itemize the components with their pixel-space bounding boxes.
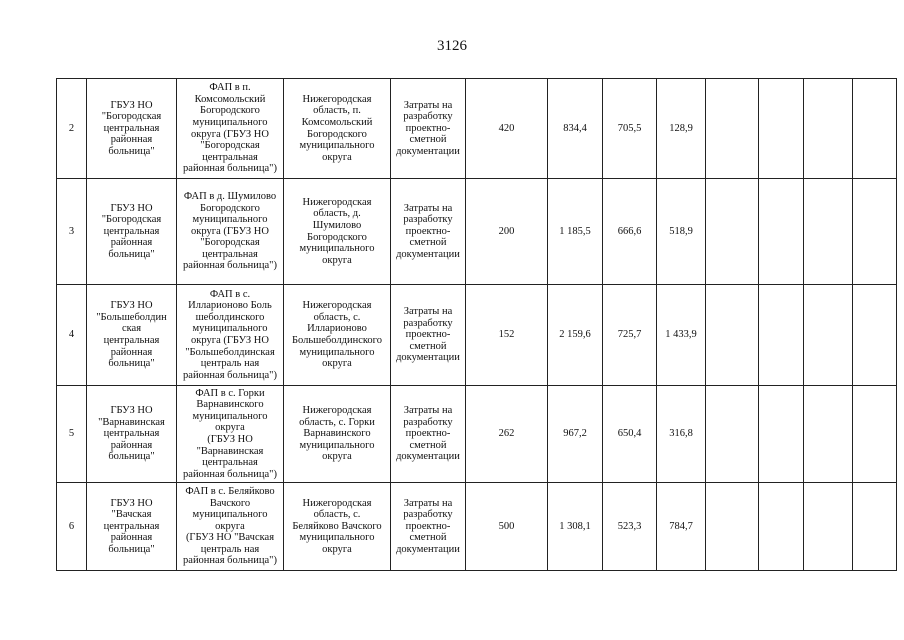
empty-cell xyxy=(759,179,804,285)
table-row xyxy=(57,483,897,571)
empty-cell xyxy=(804,386,853,483)
value-cell: 650,4 xyxy=(603,386,657,483)
empty-cell xyxy=(706,483,759,571)
page-number: 3126 xyxy=(437,38,467,54)
facility-cell: ФАП в с. Беляйково Вачского муниципального округа (ГБУЗ НО "Вачская централь ная районная больница") xyxy=(177,483,284,571)
table-row xyxy=(57,386,897,483)
purpose-cell: Затраты на разработку проектно- сметной документации xyxy=(391,285,466,386)
value-cell: 1 433,9 xyxy=(657,285,706,386)
table-row xyxy=(57,79,897,179)
value-cell: 523,3 xyxy=(603,483,657,571)
organization-cell: ГБУЗ НО "Богородская центральная районная больница" xyxy=(87,79,177,179)
empty-cell xyxy=(759,483,804,571)
table-row xyxy=(57,285,897,386)
value-cell: 200 xyxy=(466,179,548,285)
row-number-cell: 3 xyxy=(57,179,87,285)
row-number-cell: 4 xyxy=(57,285,87,386)
value-cell: 152 xyxy=(466,285,548,386)
value-cell: 784,7 xyxy=(657,483,706,571)
empty-cell xyxy=(853,285,897,386)
value-cell: 2 159,6 xyxy=(548,285,603,386)
value-cell: 316,8 xyxy=(657,386,706,483)
empty-cell xyxy=(853,386,897,483)
location-cell: Нижегородская область, с. Горки Варнавинского муниципального округа xyxy=(284,386,391,483)
purpose-cell: Затраты на разработку проектно- сметной документации xyxy=(391,386,466,483)
row-number-cell: 5 xyxy=(57,386,87,483)
empty-cell xyxy=(804,285,853,386)
organization-cell: ГБУЗ НО "Большеболдин ская центральная районная больница" xyxy=(87,285,177,386)
value-cell: 1 308,1 xyxy=(548,483,603,571)
value-cell: 834,4 xyxy=(548,79,603,179)
empty-cell xyxy=(706,285,759,386)
empty-cell xyxy=(759,79,804,179)
value-cell: 262 xyxy=(466,386,548,483)
budget-table xyxy=(56,78,897,571)
row-number-cell: 6 xyxy=(57,483,87,571)
purpose-cell: Затраты на разработку проектно- сметной документации xyxy=(391,483,466,571)
value-cell: 128,9 xyxy=(657,79,706,179)
location-cell: Нижегородская область, п. Комсомольский Богородского муниципального округа xyxy=(284,79,391,179)
row-number-cell: 2 xyxy=(57,79,87,179)
purpose-cell: Затраты на разработку проектно- сметной документации xyxy=(391,79,466,179)
empty-cell xyxy=(759,285,804,386)
empty-cell xyxy=(706,386,759,483)
empty-cell xyxy=(706,79,759,179)
location-cell: Нижегородская область, с. Илларионово Большеболдинского муниципального округа xyxy=(284,285,391,386)
empty-cell xyxy=(759,386,804,483)
value-cell: 420 xyxy=(466,79,548,179)
facility-cell: ФАП в д. Шумилово Богородского муниципального округа (ГБУЗ НО "Богородская центральная районная больница") xyxy=(177,179,284,285)
location-cell: Нижегородская область, д. Шумилово Богородского муниципального округа xyxy=(284,179,391,285)
value-cell: 705,5 xyxy=(603,79,657,179)
empty-cell xyxy=(804,179,853,285)
value-cell: 967,2 xyxy=(548,386,603,483)
empty-cell xyxy=(706,179,759,285)
facility-cell: ФАП в п. Комсомольский Богородского муниципального округа (ГБУЗ НО "Богородская центральная районная больница") xyxy=(177,79,284,179)
organization-cell: ГБУЗ НО "Вачская центральная районная больница" xyxy=(87,483,177,571)
value-cell: 1 185,5 xyxy=(548,179,603,285)
empty-cell xyxy=(853,179,897,285)
facility-cell: ФАП в с. Илларионово Боль шеболдинского муниципального округа (ГБУЗ НО "Большеболдинская централь ная районная больница") xyxy=(177,285,284,386)
table-row xyxy=(57,179,897,285)
empty-cell xyxy=(853,79,897,179)
empty-cell xyxy=(804,483,853,571)
empty-cell xyxy=(853,483,897,571)
value-cell: 725,7 xyxy=(603,285,657,386)
location-cell: Нижегородская область, с. Беляйково Вачского муниципального округа xyxy=(284,483,391,571)
value-cell: 500 xyxy=(466,483,548,571)
facility-cell: ФАП в с. Горки Варнавинского муниципального округа (ГБУЗ НО "Варнавинская центральная районная больница") xyxy=(177,386,284,483)
organization-cell: ГБУЗ НО "Варнавинская центральная районная больница" xyxy=(87,386,177,483)
organization-cell: ГБУЗ НО "Богородская центральная районная больница" xyxy=(87,179,177,285)
value-cell: 518,9 xyxy=(657,179,706,285)
purpose-cell: Затраты на разработку проектно- сметной документации xyxy=(391,179,466,285)
empty-cell xyxy=(804,79,853,179)
value-cell: 666,6 xyxy=(603,179,657,285)
